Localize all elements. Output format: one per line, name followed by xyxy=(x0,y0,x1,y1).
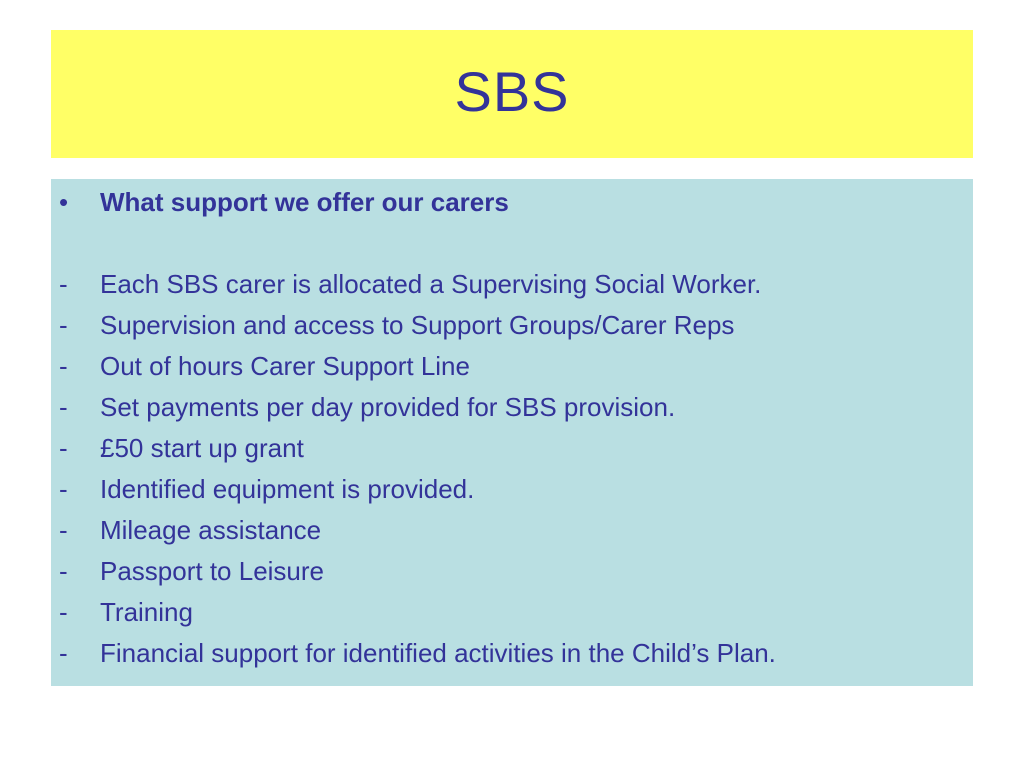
list-item xyxy=(51,513,321,547)
bullet-marker: • xyxy=(59,186,69,217)
list-item xyxy=(51,636,776,670)
title-banner xyxy=(51,30,973,158)
heading-text: What support we offer our carers xyxy=(100,186,509,217)
list-item xyxy=(51,267,761,301)
list-item xyxy=(51,554,324,588)
dash-marker: - xyxy=(59,268,68,299)
list-item-text: Passport to Leisure xyxy=(100,555,325,586)
list-item-text: £50 start up grant xyxy=(100,432,304,463)
slide-title: SBS xyxy=(454,59,570,123)
heading-row xyxy=(51,185,509,219)
dash-marker: - xyxy=(59,309,68,340)
list-item xyxy=(51,431,304,465)
dash-marker: - xyxy=(59,350,68,381)
content-panel xyxy=(51,179,973,686)
list-item-text: Out of hours Carer Support Line xyxy=(100,350,470,381)
dash-marker: - xyxy=(59,473,68,504)
dash-marker: - xyxy=(59,555,68,586)
dash-marker: - xyxy=(59,514,68,545)
list-item xyxy=(51,349,470,383)
list-item xyxy=(51,308,734,342)
list-item-text: Mileage assistance xyxy=(100,514,322,545)
dash-marker: - xyxy=(59,596,68,627)
list-item-text: Identified equipment is provided. xyxy=(100,473,475,504)
dash-marker: - xyxy=(59,432,68,463)
list-item xyxy=(51,472,474,506)
list-item-text: Set payments per day provided for SBS provision. xyxy=(100,391,676,422)
dash-marker: - xyxy=(59,637,68,668)
list-item-text: Supervision and access to Support Groups/Carer Reps xyxy=(100,309,735,340)
list-item-text: Training xyxy=(100,596,193,627)
dash-marker: - xyxy=(59,391,68,422)
list-item-text: Each SBS carer is allocated a Supervising Social Worker. xyxy=(100,268,762,299)
list-item xyxy=(51,595,193,629)
list-item-text: Financial support for identified activities in the Child’s Plan. xyxy=(100,637,776,668)
list-item xyxy=(51,390,675,424)
